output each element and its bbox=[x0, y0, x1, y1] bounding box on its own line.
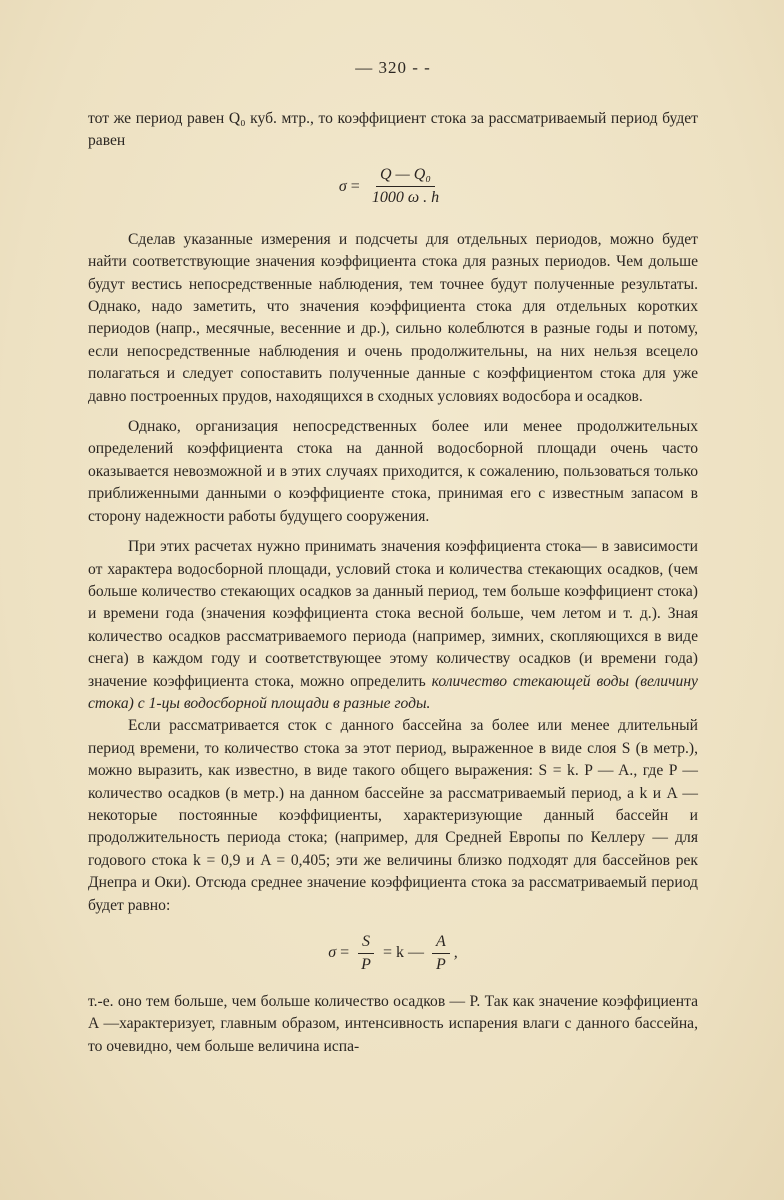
paragraph-4-emphasis: количество стекающей воды (величину стока) с 1-цы водосборной площади в разные годы. bbox=[88, 672, 698, 712]
paragraph-4 bbox=[88, 536, 698, 715]
formula2-lhs: σ bbox=[328, 944, 337, 961]
formula2-numerator-a: A bbox=[432, 933, 450, 954]
paragraph-1: тот же период равен Q₀ куб. мтр., то коэффициент стока за рассматриваемый период будет равен bbox=[88, 110, 698, 150]
paragraph-3: Однако, организация непосредственных более или менее продолжительных определений коэффициента стока на данной водосборной площади очень часто оказывается невозможной и в этих случаях приходится, к сожалению, пользоваться только приближенными данными о коэффициенте стока, принимая его с известным запасом в сторону надежности работы будущего сооружения. bbox=[88, 418, 698, 525]
formula-numerator: Q — Q₀ bbox=[376, 166, 435, 187]
formula2-denominator-p: P bbox=[361, 955, 371, 973]
formula2-fraction-s-p bbox=[357, 933, 375, 974]
formula2-denominator-p2: P bbox=[435, 955, 446, 973]
paragraph-4-text: При этих расчетах нужно принимать значения коэффициента стока— в зависимости от характера водосборной площади, условий стока и количества стекающих осадков, (чем больше количество стекающих осадков за данный период, тем больше коэффициент стока) и времени года (значения коэффициента стока весной больше, чем летом и т. д.). Зная количество осадков рассматриваемого периода (например, зимних, скопляющихся в виде снега) в каждом году и соответствующее этому количеству осадков (и времени года) значение коэффициента стока, можно определить bbox=[88, 538, 698, 690]
formula-fraction bbox=[368, 166, 443, 207]
formula-equals: = bbox=[350, 177, 360, 195]
formula2-middle: = k — bbox=[382, 944, 424, 961]
runoff-coefficient-formula bbox=[88, 159, 698, 215]
formula2-fraction-a-p bbox=[432, 933, 450, 974]
formula-denominator: 1000 ω . h bbox=[371, 189, 440, 207]
formula2-tail: , bbox=[453, 944, 458, 961]
page-number: — 320 - - bbox=[355, 58, 431, 77]
formula-lhs: σ bbox=[338, 177, 347, 195]
formula2-numerator-s: S bbox=[358, 933, 374, 954]
formula2-equals: = bbox=[340, 944, 350, 961]
paragraph-5: Если рассматривается сток с данного бассейна за более или менее длительный период времени, то количество стока за этот период, выраженное в виде слоя S (в метр.), можно выразить, как известно, в виде такого общего выражения: S = k. P — A., где P — количество осадков (в метр.) на данном бассейне за рассматриваемый период, а k и A — некоторые постоянные коэффициенты, характеризующие данный бассейн и продолжительность периода стока; (например, для Средней Европы по Келлеру — для годового стока k = 0,9 и A = 0,405; эти же величины близко подходят для бассейнов рек Днепра и Оки). Отсюда среднее значение коэффициента стока за рассматриваемый период будет равно: bbox=[88, 717, 698, 914]
mean-coefficient-formula bbox=[88, 927, 698, 979]
paragraph-2: Сделав указанные измерения и подсчеты для отдельных периодов, можно будет найти соответствующие значения коэффициента стока для разных периодов. Чем дольше будут вестись непосредственные наблюдения, тем точнее будут полученные результаты. Однако, надо заметить, что значения коэффициента стока для отдельных коротких периодов (напр., месячные, весенние и др.), сильно колеблются в разные годы и потому, если непосредственные наблюдения и очень продолжительны, на них нельзя всецело полагаться и следует сопоставить полученные данные с коэффициентом стока для уже давно построенных прудов, находящихся в сходных условиях водосбора и осадков. bbox=[88, 230, 698, 405]
paragraph-6: т.-е. оно тем больше, чем больше количество осадков — P. Так как значение коэффициента A —характеризует, главным образом, интенсивность испарения влаги с данного бассейна, то очевидно, чем больше величина испа- bbox=[88, 993, 698, 1055]
